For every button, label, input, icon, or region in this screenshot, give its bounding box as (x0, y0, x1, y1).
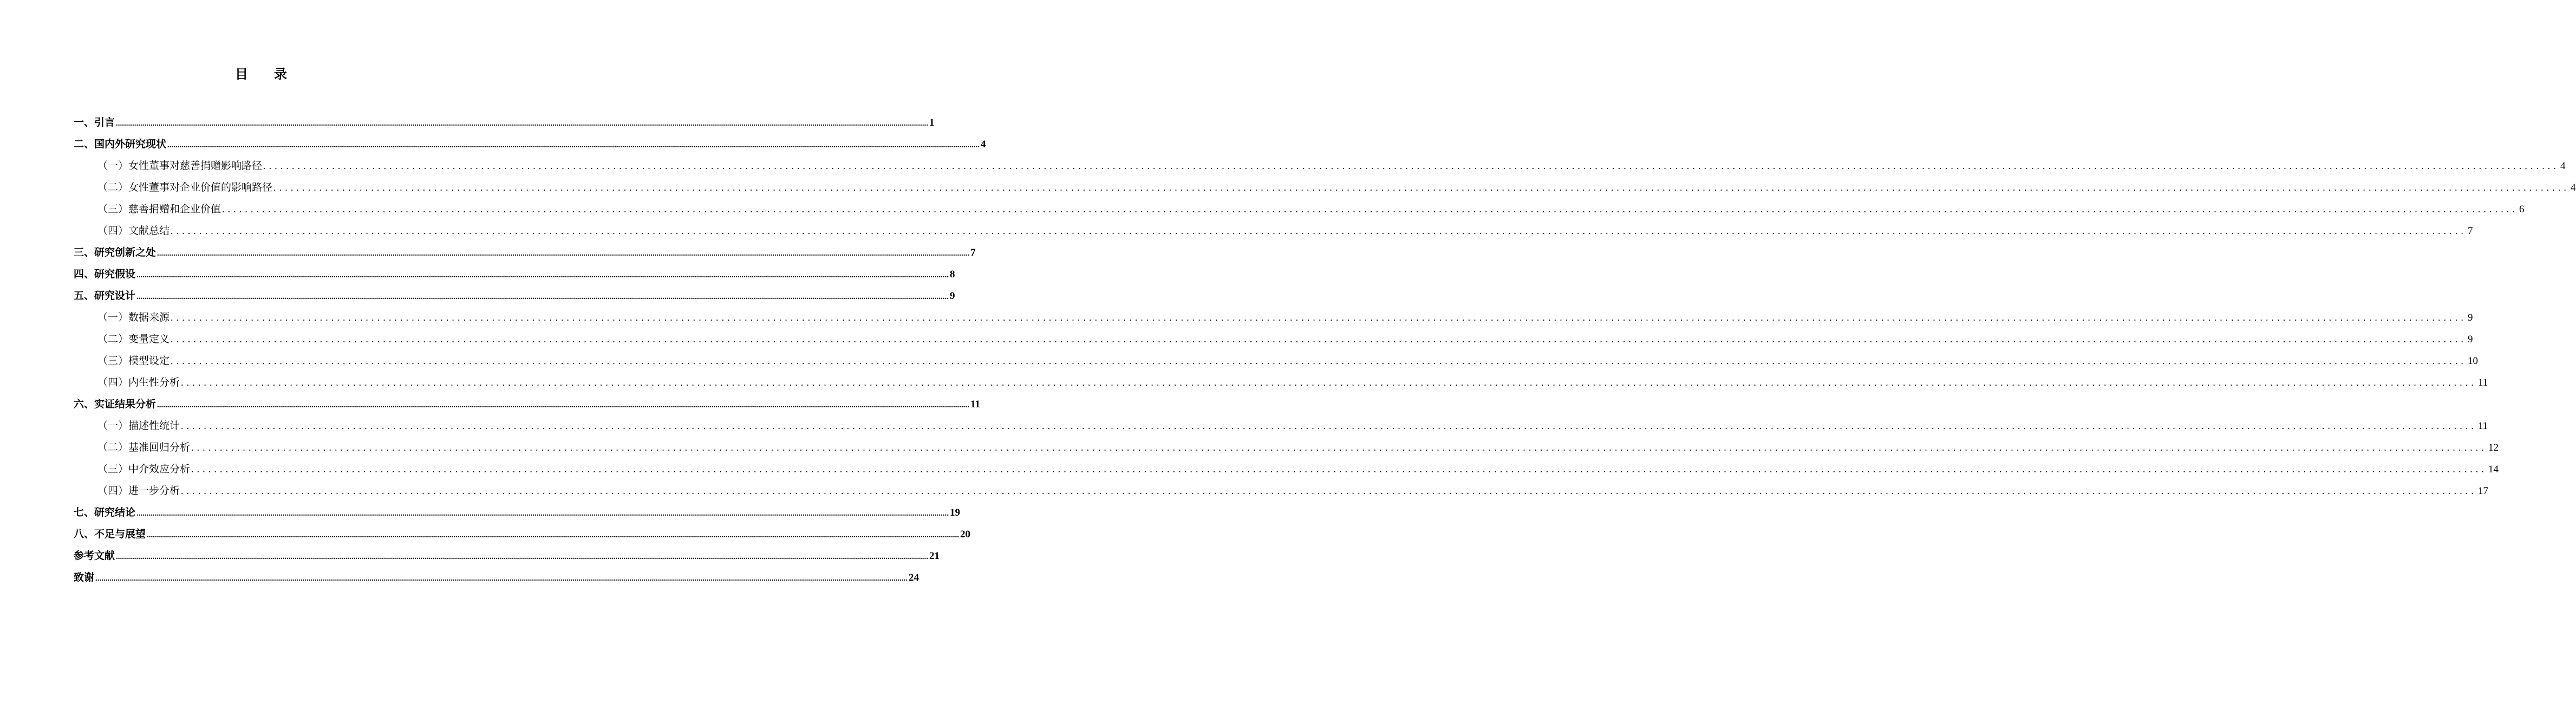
toc-entry-label: （四）文献总结 (97, 225, 170, 237)
toc-chapter-entry[interactable] (74, 263, 955, 285)
toc-entry-page-number: 4 (2560, 160, 2566, 172)
toc-dot-leader: ................................................................................................................................................................................................................................................................................................................................................................................................................ (171, 225, 2467, 236)
toc-entry-label: 二、国内外研究现状 (74, 138, 167, 150)
toc-entry-label: （三）中介效应分析 (97, 463, 191, 475)
toc-entry-page-number: 4 (2571, 182, 2576, 193)
toc-entry-label: （三）模型设定 (97, 355, 170, 367)
toc-entry-label: 六、实证结果分析 (74, 398, 156, 410)
toc-dot-leader: ................................................................................................................................................................................................................................................................................................................................................................................................................ (157, 249, 970, 258)
toc-dot-leader: ................................................................................................................................................................................................................................................................................................................................................................................................................ (191, 442, 2488, 453)
toc-section-entry[interactable] (74, 198, 2525, 220)
toc-section-entry[interactable] (74, 372, 2488, 393)
toc-entry-page-number: 9 (2468, 334, 2473, 345)
toc-entry-page-number: 21 (929, 550, 940, 562)
toc-dot-leader: ................................................................................................................................................................................................................................................................................................................................................................................................................ (181, 377, 2477, 388)
toc-entry-page-number: 11 (2478, 377, 2488, 388)
toc-dot-leader: ................................................................................................................................................................................................................................................................................................................................................................................................................ (157, 401, 970, 410)
toc-dot-leader: ................................................................................................................................................................................................................................................................................................................................................................................................................ (181, 420, 2477, 431)
table-of-contents (74, 112, 2576, 588)
toc-entry-page-number: 9 (2468, 312, 2473, 323)
toc-entry-label: 致谢 (74, 571, 95, 583)
toc-entry-label: 一、引言 (74, 116, 115, 128)
toc-entry-label: 四、研究假设 (74, 268, 136, 280)
toc-entry-page-number: 7 (970, 247, 976, 258)
toc-entry-page-number: 14 (2488, 464, 2499, 475)
toc-dot-leader: ................................................................................................................................................................................................................................................................................................................................................................................................................ (222, 204, 2519, 214)
toc-chapter-entry[interactable] (74, 285, 955, 307)
toc-section-entry[interactable] (74, 328, 2473, 350)
toc-dot-leader: ................................................................................................................................................................................................................................................................................................................................................................................................................ (171, 312, 2467, 323)
toc-entry-label: （四）进一步分析 (97, 485, 180, 497)
toc-entry-page-number: 9 (950, 290, 955, 302)
toc-entry-page-number: 20 (960, 529, 971, 540)
toc-entry-label: 参考文献 (74, 550, 115, 562)
toc-chapter-entry[interactable] (74, 112, 935, 133)
toc-entry-page-number: 11 (970, 399, 980, 410)
toc-entry-label: 三、研究创新之处 (74, 246, 156, 258)
toc-entry-page-number: 7 (2468, 225, 2473, 237)
toc-chapter-entry[interactable] (74, 523, 971, 545)
toc-dot-leader: ................................................................................................................................................................................................................................................................................................................................................................................................................ (147, 531, 960, 540)
toc-dot-leader: ................................................................................................................................................................................................................................................................................................................................................................................................................ (136, 509, 949, 518)
toc-dot-leader: ................................................................................................................................................................................................................................................................................................................................................................................................................ (263, 160, 2560, 171)
toc-chapter-entry[interactable] (74, 133, 986, 155)
toc-dot-leader: ................................................................................................................................................................................................................................................................................................................................................................................................................ (136, 292, 949, 301)
toc-dot-leader: ................................................................................................................................................................................................................................................................................................................................................................................................................ (191, 464, 2488, 474)
toc-entry-label: （一）描述性统计 (97, 420, 180, 432)
toc-entry-label: （一）数据来源 (97, 311, 170, 323)
toc-chapter-entry[interactable] (74, 393, 980, 415)
toc-entry-page-number: 12 (2488, 442, 2499, 453)
toc-section-entry[interactable] (74, 437, 2499, 458)
toc-chapter-entry[interactable] (74, 567, 919, 588)
toc-section-entry[interactable] (74, 350, 2479, 372)
toc-entry-page-number: 10 (2468, 355, 2479, 367)
toc-entry-label: （三）慈善捐赠和企业价值 (97, 203, 221, 215)
toc-section-entry[interactable] (74, 480, 2489, 502)
toc-entry-label: 五、研究设计 (74, 290, 136, 302)
toc-entry-label: 八、不足与展望 (74, 528, 146, 540)
toc-entry-label: （二）基准回归分析 (97, 441, 191, 453)
toc-dot-leader: ................................................................................................................................................................................................................................................................................................................................................................................................................ (95, 574, 908, 583)
toc-entry-page-number: 8 (950, 269, 955, 280)
toc-section-entry[interactable] (74, 155, 2566, 177)
toc-entry-page-number: 17 (2478, 485, 2489, 497)
toc-entry-page-number: 11 (2478, 420, 2488, 432)
toc-dot-leader: ................................................................................................................................................................................................................................................................................................................................................................................................................ (136, 271, 949, 280)
toc-section-entry[interactable] (74, 177, 2576, 198)
toc-dot-leader: ................................................................................................................................................................................................................................................................................................................................................................................................................ (181, 485, 2477, 496)
toc-entry-page-number: 4 (981, 139, 986, 150)
toc-dot-leader: ................................................................................................................................................................................................................................................................................................................................................................................................................ (273, 182, 2570, 193)
toc-entry-label: （四）内生性分析 (97, 376, 180, 388)
toc-entry-page-number: 1 (929, 117, 935, 128)
toc-dot-leader: ................................................................................................................................................................................................................................................................................................................................................................................................................ (167, 141, 980, 150)
toc-entry-page-number: 24 (909, 572, 919, 583)
toc-chapter-entry[interactable] (74, 242, 976, 263)
toc-section-entry[interactable] (74, 220, 2473, 242)
toc-chapter-entry[interactable] (74, 502, 961, 523)
toc-dot-leader: ................................................................................................................................................................................................................................................................................................................................................................................................................ (171, 334, 2467, 344)
toc-entry-page-number: 19 (950, 507, 961, 518)
toc-section-entry[interactable] (74, 415, 2488, 437)
page-title: 目录 (235, 67, 313, 82)
toc-entry-page-number: 6 (2519, 204, 2525, 215)
toc-dot-leader: ................................................................................................................................................................................................................................................................................................................................................................................................................ (171, 355, 2467, 366)
toc-chapter-entry[interactable] (74, 545, 940, 567)
toc-dot-leader: ................................................................................................................................................................................................................................................................................................................................................................................................................ (116, 552, 929, 561)
toc-section-entry[interactable] (74, 458, 2499, 480)
toc-entry-label: （二）变量定义 (97, 333, 170, 345)
toc-entry-label: （二）女性董事对企业价值的影响路径 (97, 181, 273, 193)
toc-section-entry[interactable] (74, 307, 2473, 328)
toc-entry-label: 七、研究结论 (74, 506, 136, 518)
toc-entry-label: （一）女性董事对慈善捐赠影响路径 (97, 160, 263, 172)
toc-dot-leader: ................................................................................................................................................................................................................................................................................................................................................................................................................ (116, 119, 929, 128)
